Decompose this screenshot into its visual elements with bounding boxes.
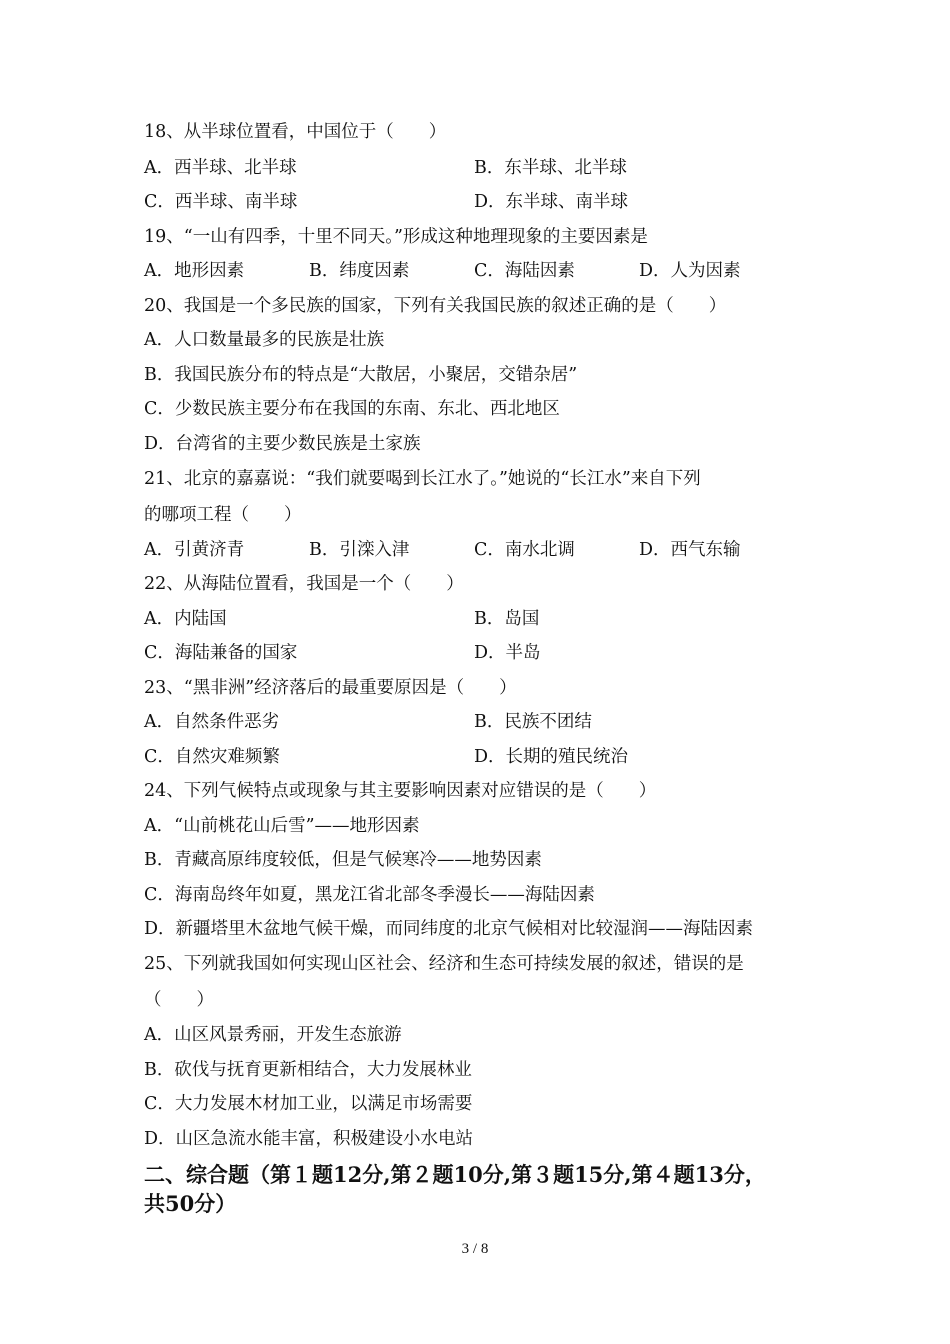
question-20-option-a[interactable]: A．人口数量最多的民族是壮族 [144,330,385,350]
question-21-option-a[interactable]: A．引黄济青 [144,540,245,560]
question-18-option-d[interactable]: D．东半球、南半球 [474,192,629,212]
question-22-option-d[interactable]: D．半岛 [474,643,541,663]
question-23-option-c[interactable]: C．自然灾难频繁 [144,747,280,767]
question-20-option-d[interactable]: D．台湾省的主要少数民族是土家族 [144,434,421,454]
question-25-option-d[interactable]: D．山区急流水能丰富，积极建设小水电站 [144,1129,474,1149]
question-19-option-b[interactable]: B．纬度因素 [309,261,410,281]
question-21-option-c[interactable]: C．南水北调 [474,540,575,560]
question-19-option-c[interactable]: C．海陆因素 [474,261,575,281]
question-18-option-a[interactable]: A．西半球、北半球 [144,158,297,178]
question-25-option-c[interactable]: C．大力发展木材加工业，以满足市场需要 [144,1094,473,1114]
question-21-option-b[interactable]: B．引滦入津 [309,540,410,560]
question-21-stem-line-1: 21、北京的嘉嘉说：“我们就要喝到长江水了。”她说的“长江水”来自下列 [144,469,701,489]
section-2-heading-line-1: 二、综合题（第１题12分,第２题10分,第３题15分,第４题13分， [144,1162,766,1187]
question-22-option-c[interactable]: C．海陆兼备的国家 [144,643,298,663]
question-22-option-b[interactable]: B．岛国 [474,609,540,629]
question-21-option-d[interactable]: D．西气东输 [639,540,741,560]
question-24-option-d[interactable]: D．新疆塔里木盆地气候干燥，而同纬度的北京气候相对比较湿润——海陆因素 [144,919,754,939]
question-18-stem: 18、从半球位置看，中国位于（ ） [144,122,447,142]
question-19-options [144,259,824,283]
question-23-option-d[interactable]: D．长期的殖民统治 [474,747,629,767]
question-22-options-row-2 [144,641,541,665]
question-23-options-row-2 [144,745,629,769]
question-19-option-a[interactable]: A．地形因素 [144,261,245,281]
question-23-option-a[interactable]: A．自然条件恶劣 [144,712,280,732]
question-18-options-row-2 [144,190,629,214]
section-2-heading-line-2: 共50分） [144,1191,237,1216]
question-22-option-a[interactable]: A．内陆国 [144,609,227,629]
question-24-option-a[interactable]: A．“山前桃花山后雪”——地形因素 [144,816,420,836]
question-20-option-c[interactable]: C．少数民族主要分布在我国的东南、东北、西北地区 [144,399,560,419]
question-23-option-b[interactable]: B．民族不团结 [474,712,592,732]
question-24-stem: 24、下列气候特点或现象与其主要影响因素对应错误的是（ ） [144,781,657,801]
question-20-option-b[interactable]: B．我国民族分布的特点是“大散居，小聚居，交错杂居” [144,365,578,385]
page-number: 3 / 8 [461,1241,489,1257]
question-20-stem: 20、我国是一个多民族的国家，下列有关我国民族的叙述正确的是（ ） [144,296,727,316]
question-25-stem-line-2: （ ） [144,990,214,1010]
question-19-option-d[interactable]: D．人为因素 [639,261,741,281]
question-25-stem-line-1: 25、下列就我国如何实现山区社会、经济和生态可持续发展的叙述，错误的是 [144,954,744,974]
question-22-stem: 22、从海陆位置看，我国是一个（ ） [144,574,464,594]
question-18-option-b[interactable]: B．东半球、北半球 [474,158,627,178]
question-23-stem: 23、“黑非洲”经济落后的最重要原因是（ ） [144,678,517,698]
question-18-options-row-1 [144,156,627,180]
question-25-option-a[interactable]: A．山区风景秀丽，开发生态旅游 [144,1025,402,1045]
question-22-options-row-1 [144,607,540,631]
question-24-option-b[interactable]: B．青藏高原纬度较低，但是气候寒冷——地势因素 [144,850,542,870]
question-24-option-c[interactable]: C．海南岛终年如夏，黑龙江省北部冬季漫长——海陆因素 [144,885,595,905]
question-19-stem: 19、“一山有四季，十里不同天。”形成这种地理现象的主要因素是 [144,227,648,247]
question-23-options-row-1 [144,710,592,734]
question-25-option-b[interactable]: B．砍伐与抚育更新相结合，大力发展林业 [144,1060,472,1080]
question-18-option-c[interactable]: C．西半球、南半球 [144,192,298,212]
question-21-options [144,538,824,562]
question-21-stem-line-2: 的哪项工程（ ） [144,505,302,525]
